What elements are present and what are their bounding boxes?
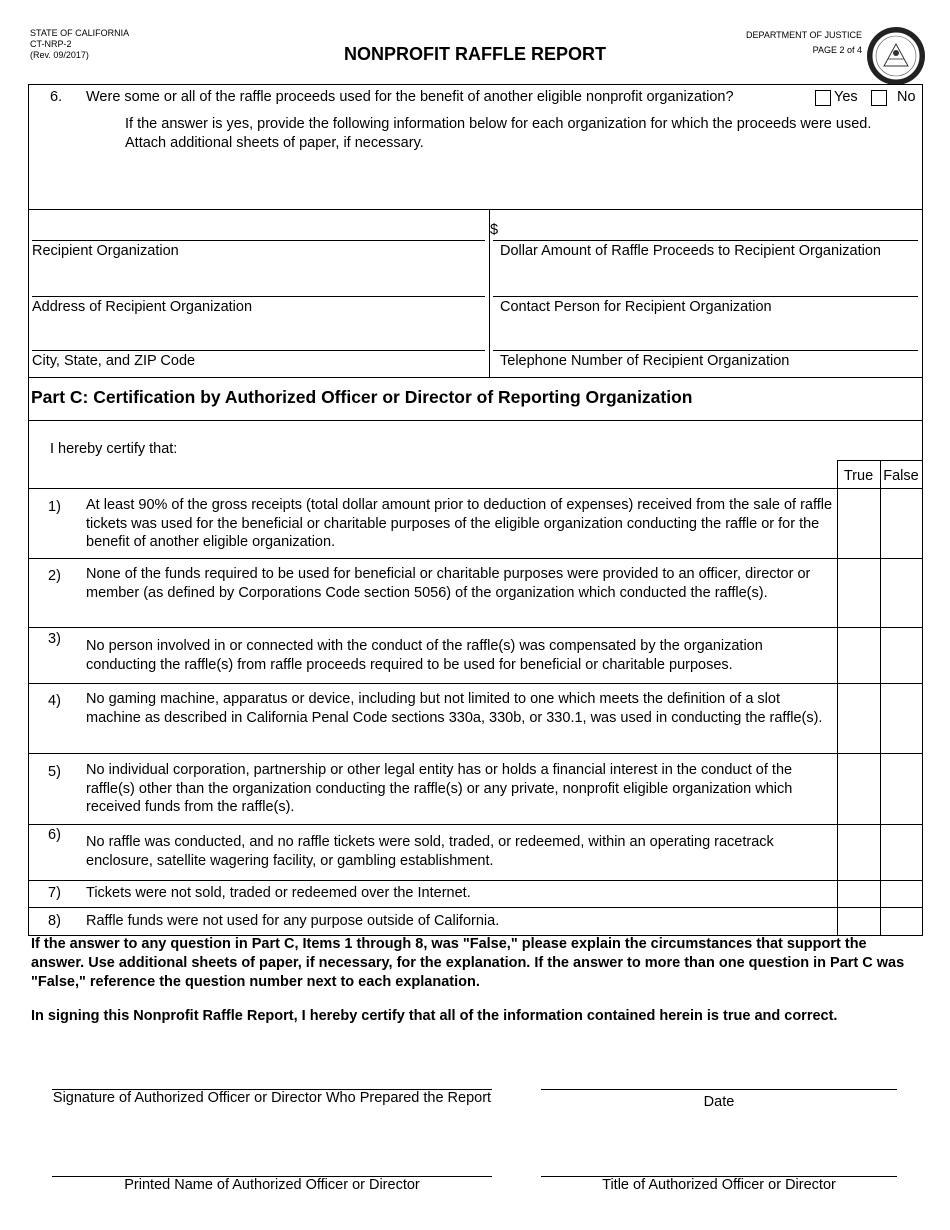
item-2-number: 2)	[48, 568, 61, 584]
item-1-true-cell[interactable]	[838, 489, 880, 558]
item-6-number: 6)	[48, 827, 61, 843]
item-7-number: 7)	[48, 885, 61, 901]
item-3-true-cell[interactable]	[838, 628, 880, 683]
true-column-header: True	[843, 468, 874, 484]
item-4-false-cell[interactable]	[881, 684, 922, 753]
item-8-false-cell[interactable]	[881, 908, 922, 935]
certification-statement: In signing this Nonprofit Raffle Report, I hereby certify that all of the information contained herein is true and correct.	[31, 1008, 838, 1024]
recipient-organization-field[interactable]	[32, 240, 485, 241]
item-7-false-cell[interactable]	[881, 881, 922, 907]
contact-person-field[interactable]	[493, 296, 918, 297]
item-7-text: Tickets were not sold, traded or redeemed over the Internet.	[86, 885, 471, 901]
state-label: STATE OF CALIFORNIA	[30, 28, 130, 38]
dollar-amount-field[interactable]	[493, 240, 918, 241]
yes-checkbox[interactable]	[815, 90, 831, 106]
item-5-text: No individual corporation, partnership or other legal entity has or holds a financial interest in the conduct of the raffle(s) other than the organization conducting the raffle(s) or any private, nonprofit eligible organization which received funds from the raffle(s).	[86, 762, 793, 815]
city-state-zip-label: City, State, and ZIP Code	[32, 353, 196, 369]
item-5-number: 5)	[48, 764, 61, 780]
printed-name-label: Printed Name of Authorized Officer or Director	[124, 1177, 420, 1193]
item-4-true-cell[interactable]	[838, 684, 880, 753]
department-label: DEPARTMENT OF JUSTICE	[745, 30, 862, 40]
dollar-amount-label: Dollar Amount of Raffle Proceeds to Recipient Organization	[500, 243, 881, 259]
item-1-text: At least 90% of the gross receipts (total dollar amount prior to deduction of expenses) received from the sale of raffle tickets was used for the beneficial or charitable purposes of the eligible organization conducting the raffle or for the benefit of another eligible organization.	[86, 497, 833, 550]
certify-intro: I hereby certify that:	[50, 441, 178, 457]
recipient-organization-label: Recipient Organization	[32, 243, 179, 259]
item-3-number: 3)	[48, 631, 61, 647]
item-4-number: 4)	[48, 693, 61, 709]
item-4-text: No gaming machine, apparatus or device, including but not limited to one which meets the definition of a slot machine as described in California Penal Code sections 330a, 330b, or 330.1, was used in conducting the raffle(s).	[86, 691, 823, 726]
item-2-true-cell[interactable]	[838, 559, 880, 627]
question-6-text: Were some or all of the raffle proceeds used for the benefit of another eligible nonprofit organization?	[86, 89, 734, 105]
item-1-number: 1)	[48, 499, 61, 515]
item-2-text: None of the funds required to be used for beneficial or charitable purposes were provided to an officer, director or member (as defined by Corporations Code section 5056) of the organization which conducted the raffle(s).	[86, 566, 811, 601]
date-field[interactable]	[541, 1089, 897, 1090]
city-state-zip-field[interactable]	[32, 350, 485, 351]
item-8-true-cell[interactable]	[838, 908, 880, 935]
page-number: PAGE 2 of 4	[812, 45, 862, 55]
item-6-true-cell[interactable]	[838, 825, 880, 880]
false-column-header: False	[883, 468, 919, 484]
seal-icon	[866, 26, 926, 86]
item-5-true-cell[interactable]	[838, 754, 880, 824]
dollar-sign: $	[490, 222, 499, 238]
question-6-number: 6.	[50, 89, 63, 105]
contact-person-label: Contact Person for Recipient Organization	[500, 299, 772, 315]
recipient-address-field[interactable]	[32, 296, 485, 297]
no-label: No	[897, 89, 916, 105]
question-6-instruction: If the answer is yes, provide the following information below for each organization for which the proceeds were used. Attach additional sheets of paper, if necessary.	[125, 116, 872, 151]
date-label: Date	[703, 1094, 735, 1110]
item-8-number: 8)	[48, 913, 61, 929]
no-checkbox[interactable]	[871, 90, 887, 106]
item-1-false-cell[interactable]	[881, 489, 922, 558]
item-3-false-cell[interactable]	[881, 628, 922, 683]
item-8-text: Raffle funds were not used for any purpose outside of California.	[86, 913, 500, 929]
signature-label: Signature of Authorized Officer or Director Who Prepared the Report	[52, 1090, 492, 1106]
item-3-text: No person involved in or connected with the conduct of the raffle(s) was compensated by the organization conducting the raffle(s) from raffle proceeds required to be used for beneficial or charitable purposes.	[86, 638, 763, 673]
recipient-address-label: Address of Recipient Organization	[32, 299, 253, 315]
form-id: CT-NRP-2	[30, 39, 72, 49]
item-2-false-cell[interactable]	[881, 559, 922, 627]
item-6-text: No raffle was conducted, and no raffle tickets were sold, traded, or redeemed, within an operating racetrack enclosure, satellite wagering facility, or gambling establishment.	[86, 834, 774, 869]
part-c-title: Part C: Certification by Authorized Officer or Director of Reporting Organization	[31, 387, 693, 407]
telephone-field[interactable]	[493, 350, 918, 351]
department-block	[746, 28, 862, 58]
false-explanation-note: If the answer to any question in Part C, Items 1 through 8, was "False," please explain the circumstances that support the answer. Use additional sheets of paper, if necessary, for the explanation. If the answer to more than one question in Part C was "False," reference the question number next to each explanation.	[31, 936, 905, 990]
form-revision: (Rev. 09/2017)	[30, 50, 89, 60]
officer-title-label: Title of Authorized Officer or Director	[602, 1177, 836, 1193]
page-title: NONPROFIT RAFFLE REPORT	[344, 44, 606, 64]
item-6-false-cell[interactable]	[881, 825, 922, 880]
telephone-label: Telephone Number of Recipient Organization	[500, 353, 790, 369]
item-7-true-cell[interactable]	[838, 881, 880, 907]
item-5-false-cell[interactable]	[881, 754, 922, 824]
yes-label: Yes	[834, 89, 858, 105]
